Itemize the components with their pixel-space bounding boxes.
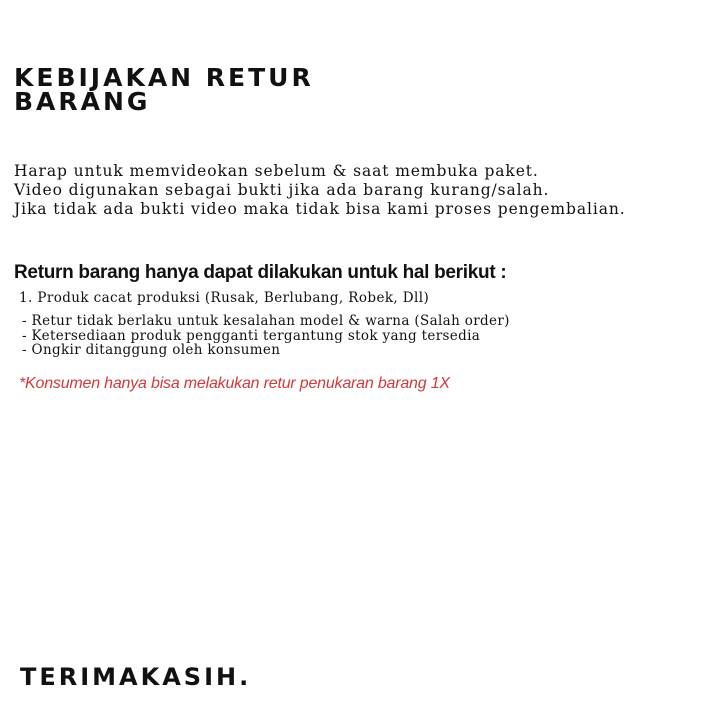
return-conditions-heading: Return barang hanya dapat dilakukan untuk hal berikut :: [14, 262, 507, 283]
intro-line-1: Harap untuk memvideokan sebelum & saat membuka paket.: [14, 162, 539, 180]
return-notes-list: [22, 314, 510, 358]
intro-line-3: Jika tidak ada bukti video maka tidak bisa kami proses pengembalian.: [14, 200, 626, 218]
thank-you-text: TERIMAKASIH.: [20, 663, 252, 691]
page-title-line-1: KEBIJAKAN RETUR: [14, 63, 314, 92]
intro-line-2: Video digunakan sebagai bukti jika ada barang kurang/salah.: [14, 181, 550, 199]
page-title-line-2: BARANG: [14, 87, 151, 116]
return-limit-warning: *Konsumen hanya bisa melakukan retur penukaran barang 1X: [19, 375, 450, 392]
return-note-3: - Ongkir ditanggung oleh konsumen: [22, 342, 281, 358]
intro-paragraph: [14, 162, 626, 219]
return-note-1: - Retur tidak berlaku untuk kesalahan model & warna (Salah order): [22, 313, 510, 329]
page-title: [14, 63, 314, 116]
return-note-2: - Ketersediaan produk pengganti tergantung stok yang tersedia: [22, 327, 481, 344]
return-condition-item-1: 1. Produk cacat produksi (Rusak, Berlubang, Robek, Dll): [19, 290, 430, 306]
